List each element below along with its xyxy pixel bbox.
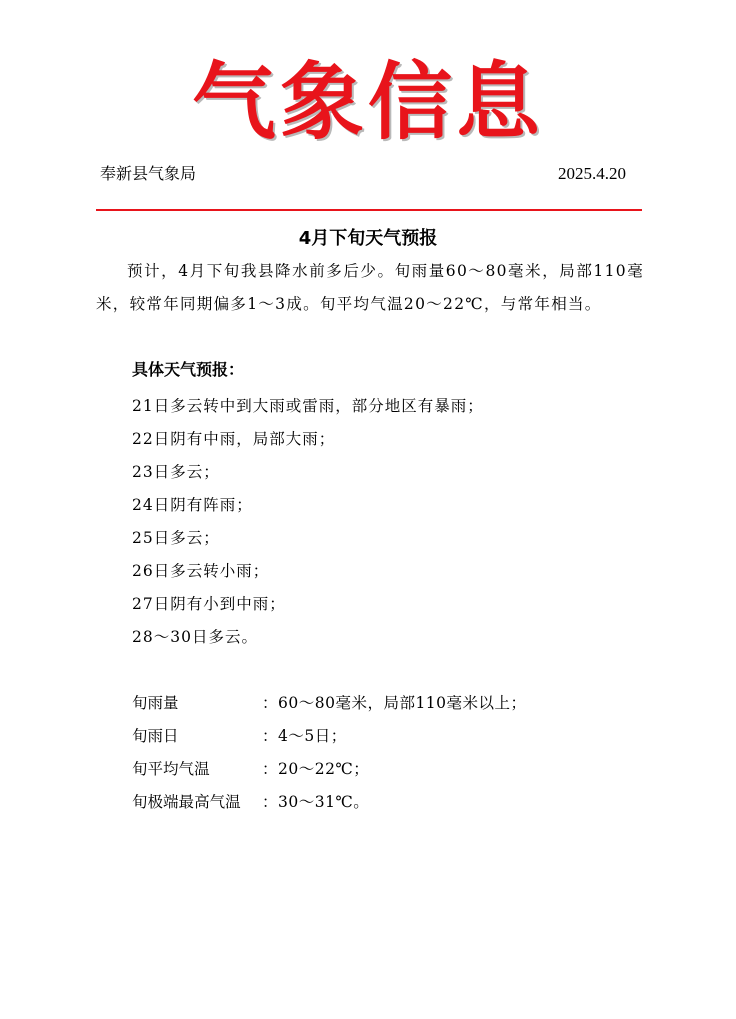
summary-value: ：20～22℃； [262, 760, 370, 778]
summary-label-char: 气 [178, 760, 195, 778]
summary-label [132, 753, 262, 786]
summary-label [132, 786, 262, 819]
summary-label-char: 高 [194, 793, 210, 811]
summary-label-char: 旬 [132, 694, 148, 712]
red-divider [96, 209, 642, 211]
summary-value: ：30～31℃。 [262, 793, 370, 811]
summary-label-char: 日 [163, 727, 179, 745]
summary-label-char: 温 [194, 760, 210, 778]
summary-label-char: 平 [147, 760, 164, 778]
daily-forecast-item: 27日阴有小到中雨； [132, 595, 286, 613]
summary-value: ：60～80毫米，局部110毫米以上； [262, 694, 527, 712]
summary-label-char: 温 [225, 793, 241, 811]
daily-forecast-item: 22日阴有中雨，局部大雨； [132, 430, 336, 448]
issue-date: 2025.4.20 [558, 164, 626, 183]
article-title: 4月下旬天气预报 [298, 228, 438, 249]
summary-row [132, 753, 527, 786]
summary-label-char: 雨 [147, 694, 164, 712]
daily-forecast-list [132, 390, 484, 654]
masthead-title: 气象信息 [191, 52, 544, 151]
summary-row [132, 687, 527, 720]
summary-label-char: 端 [163, 793, 179, 811]
daily-forecast-item: 25日多云； [132, 529, 220, 547]
summary-row [132, 720, 527, 753]
summary-value: ：4～5日； [262, 727, 347, 745]
summary-label-char: 雨 [147, 727, 164, 745]
daily-forecast-item: 26日多云转小雨； [132, 562, 270, 580]
issuing-agency: 奉新县气象局 [100, 164, 197, 183]
summary-label [132, 687, 262, 720]
summary-label [132, 720, 262, 753]
summary-label-char: 旬 [132, 760, 148, 778]
summary-label-char: 均 [163, 760, 179, 778]
summary-row [132, 786, 527, 819]
daily-forecast-item: 21日多云转中到大雨或雷雨，部分地区有暴雨； [132, 397, 484, 415]
daily-forecast-item: 23日多云； [132, 463, 220, 481]
summary-label-char: 量 [163, 694, 179, 712]
summary-label-char: 最 [178, 793, 195, 811]
daily-forecast-item: 28～30日多云。 [132, 628, 258, 646]
summary-label-char: 气 [209, 793, 226, 811]
summary-list [132, 687, 527, 819]
summary-label-char: 旬 [132, 727, 148, 745]
summary-label-char: 极 [147, 793, 164, 811]
intro-paragraph: 预计，4月下旬我县降水前多后少。旬雨量60～80毫米，局部110毫米，较常年同期偏多1～3成。旬平均气温20～22℃，与常年相当。 [96, 262, 644, 313]
daily-forecast-item: 24日阴有阵雨； [132, 496, 253, 514]
summary-label-char: 旬 [132, 793, 148, 811]
detail-heading: 具体天气预报： [132, 360, 245, 379]
